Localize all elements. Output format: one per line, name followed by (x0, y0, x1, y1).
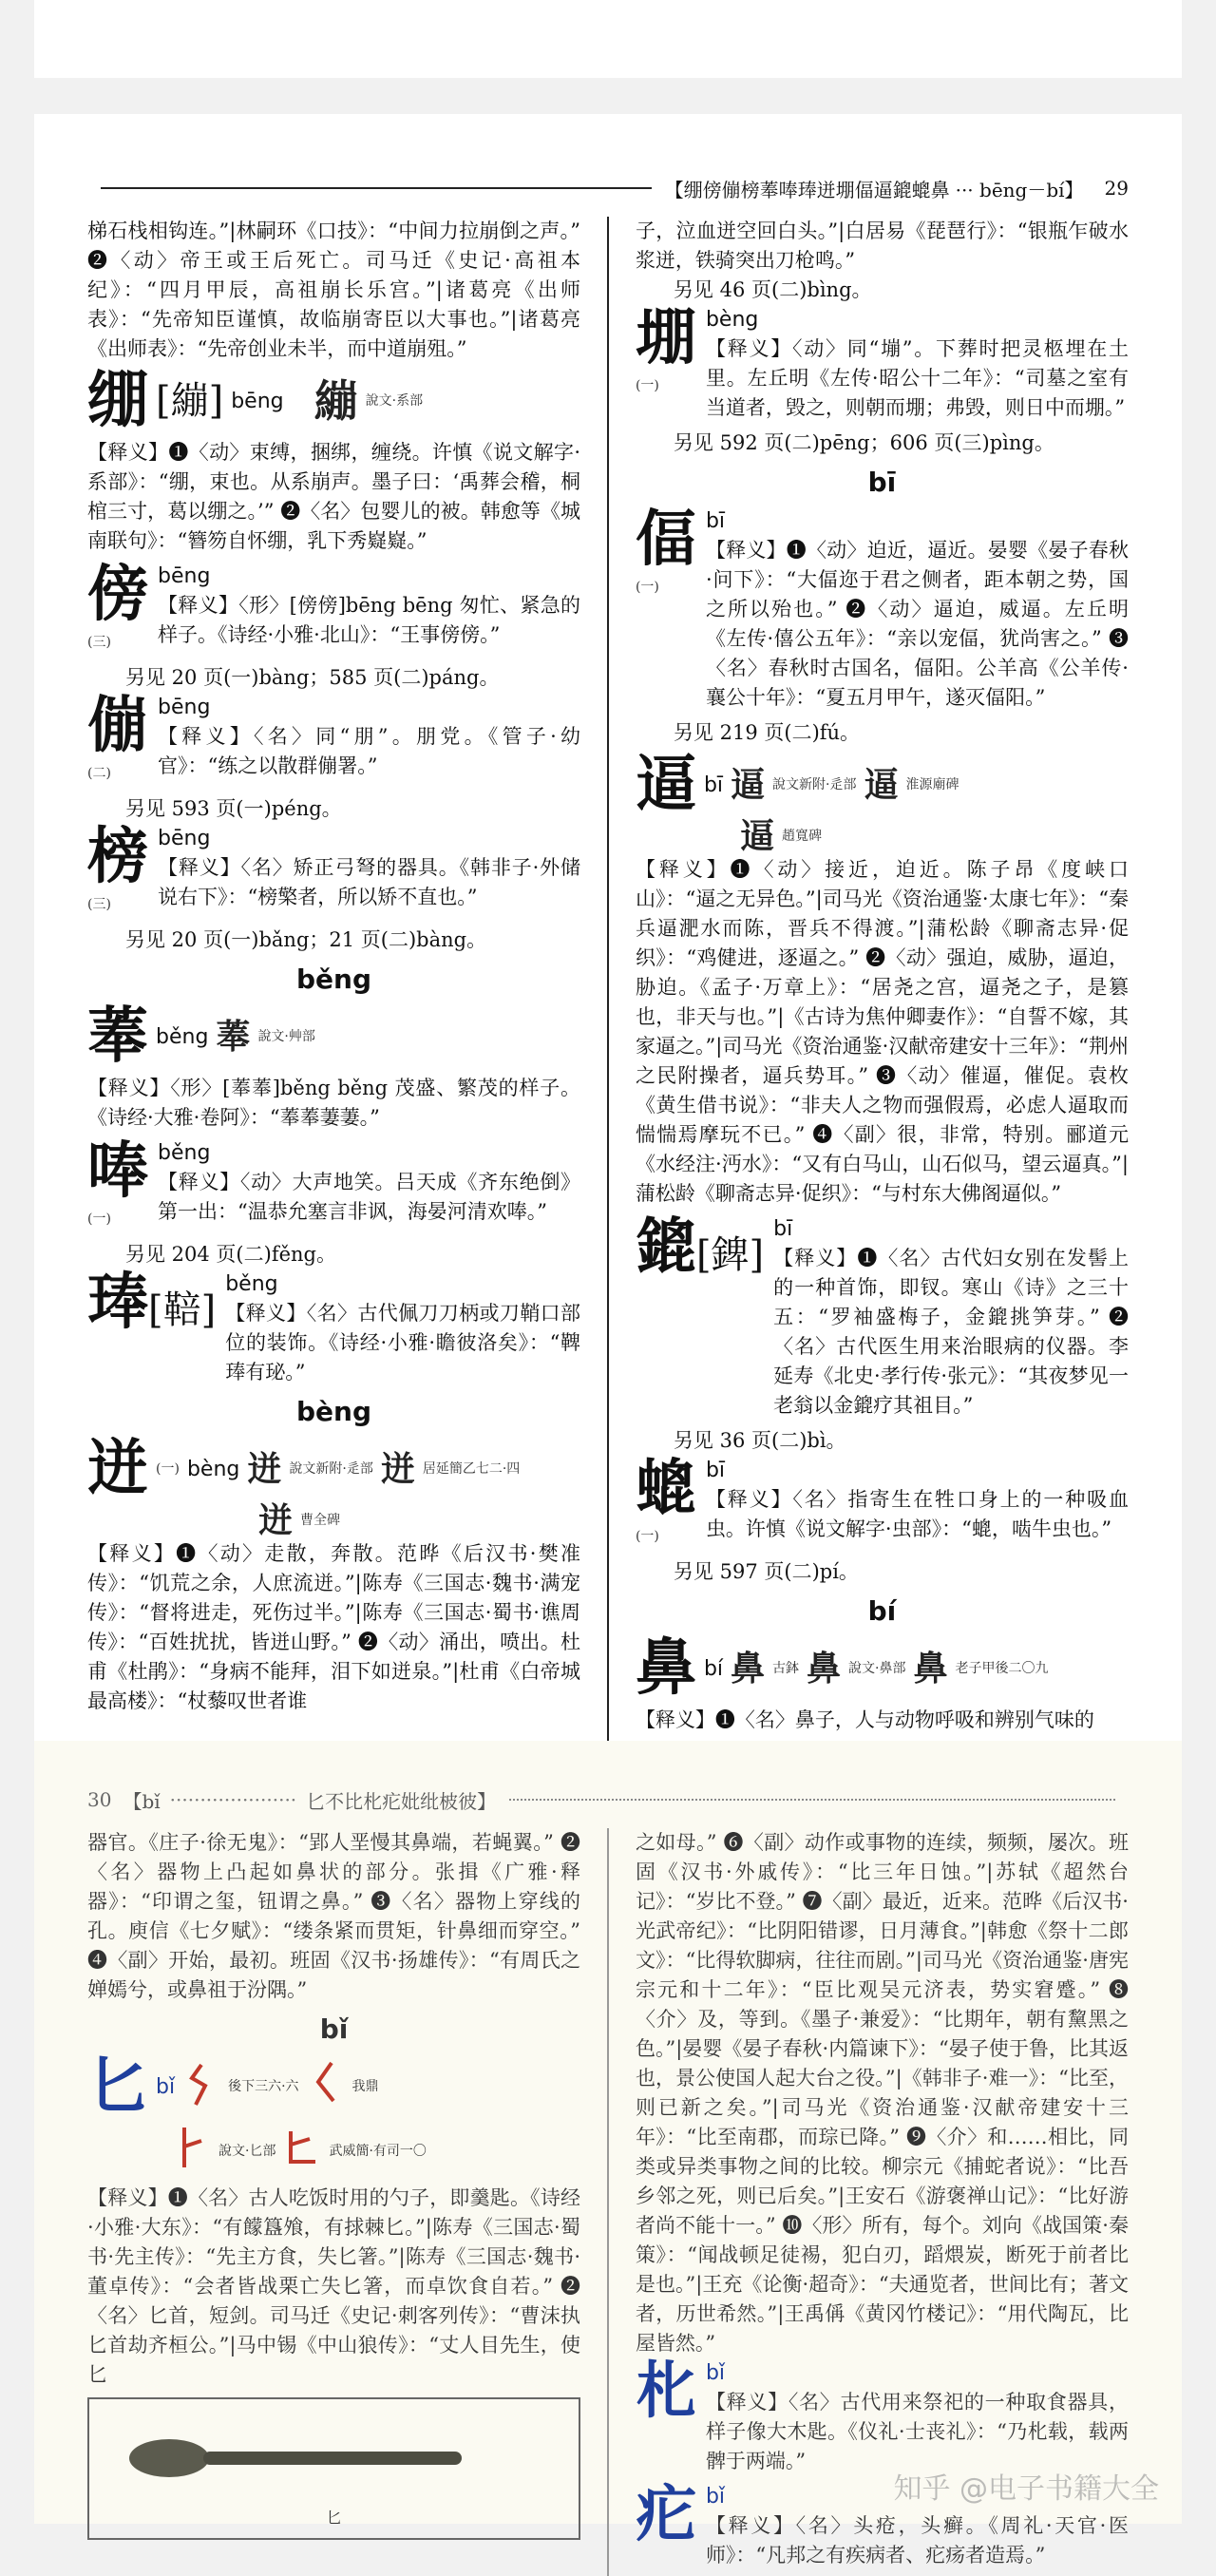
column-divider (607, 217, 609, 1741)
continued-text: 子，泣血迸空回白头。”|白居易《琵琶行》：“银瓶乍破水浆迸，铁骑突出刀枪鸣。” (635, 219, 1129, 272)
reading-number: (一) (87, 1212, 111, 1227)
reading-number: (一) (156, 1460, 180, 1477)
entry-bi3 (636, 1214, 1129, 1421)
reading-number: (三) (87, 897, 111, 912)
entry-bi-head (87, 2053, 580, 2120)
headword: 迸 (87, 1434, 148, 1504)
pinyin: běng (156, 1024, 209, 1049)
bronze-glyph-icon (307, 2059, 345, 2115)
reading-number: (一) (635, 378, 659, 393)
reading-number: (一) (635, 580, 659, 595)
left-column (87, 1828, 580, 2576)
definition: 【释义】〈动〉同“塴”。下葬时把灵柩埋在土里。左丘明《左传·昭公十二年》：“司墓之室有当道者，毁之，则朝而堋；弗毁，则日中而堋。” (705, 337, 1129, 419)
pinyin: bēng (158, 696, 211, 719)
header-range: ··· bēng－bí】 (955, 178, 1084, 201)
header-dots: ····················· (169, 1788, 297, 1811)
definition: 【释义】〈名〉古代佩刀刀柄或刀鞘口部位的装饰。《诗经·小雅·瞻彼洛矣》：“鞞琫有珌。” (225, 1302, 581, 1383)
pinyin: bǐ (705, 2485, 726, 2509)
seal-source: 說文·艸部 (257, 1028, 315, 1044)
header-pinyin: 【bǐ (123, 1789, 161, 1813)
pinyin: bī (705, 509, 726, 533)
seal-script: 鼻 (807, 1648, 842, 1689)
watermark: 知乎 @电子书籍大全 (893, 2472, 1159, 2506)
reading-number: (二) (87, 766, 111, 781)
pinyin: bèng (186, 1457, 240, 1481)
pinyin: běng (158, 1141, 211, 1165)
seal-script: 逼 (739, 816, 774, 856)
entry-beng4 (87, 1269, 580, 1387)
entry-bi2 (636, 752, 1129, 1209)
reading-number: (一) (635, 1529, 659, 1544)
pinyin: bēng (231, 389, 284, 413)
definition: 【释义】❶〈动〉束缚，捆绑，缠绕。许慎《说文解字·系部》：“绷，束也。从系崩声。墨子曰：‘禹葬会稽，桐棺三寸，葛以绷之。’” ❷〈名〉包婴儿的被。韩愈等《城南联句》：“簪笏自怀绷，乳下秀嶷嶷。” (87, 441, 581, 552)
traditional-variant: [鞛] (148, 1288, 217, 1332)
pinyin: bī (705, 1459, 726, 1482)
right-column (636, 217, 1129, 1741)
headword: 疕 (635, 2480, 696, 2550)
headword: 堋 (635, 303, 696, 373)
definition: 【释义】〈名〉古代用来祭祀的一种取食器具，样子像大木匙。《仪礼·士丧礼》：“乃朼载，载两髀于两端。” (705, 2391, 1129, 2472)
seal-script: 鼻 (913, 1648, 948, 1689)
entry-feng (87, 1138, 580, 1234)
seal-source: 古鉢 (772, 1660, 800, 1676)
left-column (87, 217, 580, 1741)
pinyin: bǐ (156, 2074, 176, 2099)
cross-reference: 另见 597 页(二)pí。 (673, 1560, 859, 1583)
reading-number: (三) (87, 635, 111, 650)
definition: 【释义】❶〈名〉古代妇女别在发髻上的一种首饰，即钗。寒山《诗》之三十五：“罗袖盛梅子，金鎞挑笋芽。” ❷〈名〉古代医生用来治眼病的仪器。李延寿《北史·孝行传·张元》：“其夜梦见一老翁以金鎞疗其祖目。” (773, 1247, 1129, 1417)
section-pinyin: bī (867, 467, 897, 498)
header-rule (101, 187, 652, 189)
seal-script: 菶 (216, 1016, 251, 1057)
cross-reference: 另见 20 页(一)bǎng；21 页(二)bàng。 (125, 928, 487, 951)
seal-script: 逼 (864, 764, 899, 805)
dictionary-page-30 (34, 1741, 1182, 2566)
seal-script: 逼 (731, 764, 766, 805)
page-number: 29 (1104, 177, 1129, 200)
oracle-glyph-icon (182, 2061, 220, 2112)
seal-source: 後下三六·六 (228, 2078, 299, 2094)
two-column-body (87, 217, 1129, 1741)
definition: 【释义】〈形〉[菶菶]běng běng 茂盛、繁茂的样子。《诗经·大雅·卷阿》：“菶菶萋萋。” (87, 1077, 581, 1129)
header-chars: 匕不比朼疕妣纰柀彼】 (306, 1789, 497, 1813)
spoon-illustration (87, 2397, 580, 2540)
section-pinyin: běng (296, 964, 372, 995)
entry-bi-seals (87, 2124, 580, 2180)
definition: 【释义】〈形〉[傍傍]bēng bēng 匆忙、紧急的样子。《诗经·小雅·北山》：“王事傍傍。” (158, 594, 581, 646)
entry-beng5 (87, 1436, 580, 1716)
cross-reference: 另见 219 页(二)fú。 (673, 721, 861, 744)
seal-script: 繃 (314, 374, 358, 427)
cross-reference: 另见 204 页(二)fěng。 (125, 1243, 336, 1266)
seal-source: 說文新附·辵部 (772, 776, 857, 792)
column-divider (607, 1828, 609, 2576)
figure-caption: 匕 (326, 2509, 342, 2527)
headword: 菶 (87, 1002, 148, 1072)
entry-peng-right (636, 305, 1129, 423)
definition: 【释义】❶〈名〉古人吃饭时用的勺子，即羹匙。《诗经·小雅·大东》：“有饛簋飧，有捄棘匕。”|陈寿《三国志·蜀书·先主传》：“先主方食，失匕箸。”|陈寿《三国志·魏书·董卓传》：“会者皆战栗亡失匕箸，而卓饮食自若。” ❷〈名〉匕首，短剑。司马迁《史记·刺客列传》：“曹沫执匕首劫齐桓公。”|马中锡《中山狼传》：“丈人目先生，使匕 (87, 2186, 581, 2386)
entry-bi4 (636, 1456, 1129, 1552)
cross-reference: 另见 592 页(二)pēng；606 页(三)pìng。 (673, 431, 1054, 454)
seal-glyph-icon (173, 2124, 211, 2180)
clerical-glyph-icon (283, 2124, 321, 2180)
header-rule (509, 1799, 1115, 1801)
definition: 【释义】〈名〉同“朋”。朋党。《管子·幼官》：“练之以散群傰署。” (158, 725, 581, 777)
right-column (636, 1828, 1129, 2576)
seal-source: 說文·匕部 (218, 2144, 276, 2159)
seal-script: 迸 (258, 1500, 294, 1540)
pinyin: bēng (158, 564, 211, 588)
pinyin: bī (773, 1217, 793, 1241)
definition: 【释义】〈动〉大声地笑。吕天成《齐东绝倒》第一出：“温恭允塞言非讽，海晏河清欢唪。” (158, 1171, 581, 1223)
traditional-variant: [錍] (695, 1233, 765, 1277)
seal-source: 我鼎 (352, 2078, 379, 2094)
headword: 傍 (87, 560, 148, 630)
pinyin: bí (703, 1656, 724, 1681)
seal-script: 迸 (247, 1448, 282, 1489)
definition: 【释义】❶〈动〉接近，迫近。陈子昂《度峡口山》：“逼之无异色。”|司马光《资治通鉴·太康七年》：“秦兵逼淝水而陈，晋兵不得渡。”|蒲松龄《聊斋志异·促织》：“鸡健进，逐逼之。” ❷〈动〉强迫，威胁，逼迫，胁迫。《孟子·万章上》：“居尧之宫，逼尧之子，是篡也，非天与也。”|《古诗为焦仲卿妻作》：“自誓不嫁，其家逼之。”|司马光《资治通鉴·汉献帝建安十三年》：“荆州之民附操者，逼兵势耳。” ❸〈动〉催逼，催促。袁枚《黄生借书说》：“非夫人之物而强假焉，必虑人逼取而惴惴焉摩玩不已。” ❹〈副〉很，非常，特别。郦道元《水经注·沔水》：“又有白马山，山石似马，望云逼真。”|蒲松龄《聊斋志异·促织》：“与村东大佛阁逼似。” (635, 858, 1129, 1205)
page-number: 30 (87, 1788, 112, 1811)
definition: 【释义】〈名〉指寄生在牲口身上的一种吸血虫。许慎《说文解字·虫部》：“螕，啮牛虫也。” (705, 1488, 1129, 1540)
headword: 逼 (635, 750, 696, 820)
continued-text: 梯石栈相钩连。”|林嗣环《口技》：“中间力拉崩倒之声。” ❷〈动〉帝王或王后死亡。司马迁《史记·高祖本纪》：“四月甲辰，高祖崩长乐宫。”|诸葛亮《出师表》：“先帝知臣谨慎，故临崩寄臣以大事也。”|诸葛亮《出师表》：“先帝创业未半，而中道崩殂。” (87, 219, 581, 360)
cross-reference: 另见 36 页(二)bì。 (673, 1429, 846, 1452)
headword: 琫 (87, 1268, 148, 1338)
dictionary-page-29 (34, 114, 1182, 1741)
entry-bi1 (636, 506, 1129, 713)
definition: 【释义】❶〈动〉迫近，逼近。晏婴《晏子春秋·问下》：“大偪迩于君之侧者，距本朝之势，国之所以殆也。” ❷〈动〉逼迫，威逼。左丘明《左传·僖公五年》：“亲以宠偪，犹尚害之。” ❸〈名〉春秋时古国名，偪阳。公羊高《公羊传·襄公十年》：“夏五月甲午，遂灭偪阳。” (705, 539, 1129, 709)
headword: 匕 (87, 2051, 148, 2122)
headword: 偪 (635, 505, 696, 575)
entry-beng3 (87, 1003, 580, 1133)
entry-bi2 (636, 2358, 1129, 2476)
previous-page-bottom (34, 0, 1182, 78)
seal-source: 武威簡·有司一〇 (329, 2144, 427, 2159)
headword: 螕 (635, 1454, 696, 1524)
seal-script: 鼻 (731, 1648, 766, 1689)
headword: 绷 (87, 366, 148, 436)
seal-script: 迸 (380, 1448, 415, 1489)
two-column-body (87, 1828, 1129, 2576)
entry-bang (87, 562, 580, 658)
headword: 鎞 (635, 1212, 696, 1283)
header-chars: 【绷傍傰榜菶唪琫迸堋偪逼鎞螕鼻 (664, 178, 950, 201)
section-pinyin: bí (867, 1595, 897, 1627)
definition: 【释义】〈名〉头疮，头癣。《周礼·天官·医师》：“凡邦之有疾病者、疕疡者造焉。” (705, 2514, 1129, 2566)
definition: 【释义】❶〈名〉鼻子，人与动物呼吸和辨别气味的 (635, 1708, 1094, 1731)
running-head (87, 173, 1129, 203)
cross-reference: 另见 20 页(一)bàng；585 页(二)páng。 (125, 666, 500, 689)
definition: 【释义】〈名〉矫正弓弩的器具。《韩非子·外储说右下》：“榜檠者，所以矫不直也。” (158, 856, 581, 908)
running-head (87, 1784, 1129, 1815)
section-pinyin: bèng (296, 1396, 372, 1427)
seal-source: 說文新附·辵部 (289, 1460, 373, 1477)
definition: 【释义】❶〈动〉走散，奔散。范晔《后汉书·樊准传》：“饥荒之余，人庶流迸。”|陈寿《三国志·魏书·满宠传》：“督将进走，死伤过半。”|陈寿《三国志·蜀书·谯周传》：“百姓扰扰，皆迸山野。” ❷〈动〉涌出，喷出。杜甫《杜鹃》：“身病不能拜，泪下如迸泉。”|杜甫《白帝城最高楼》：“杖藜叹世者谁 (87, 1542, 581, 1712)
cross-reference: 另见 46 页(二)bìng。 (673, 278, 872, 301)
headword: 傰 (87, 691, 148, 761)
entry-peng (87, 693, 580, 789)
continued-text: 之如母。” ❻〈副〉动作或事物的连续，频频，屡次。班固《汉书·外戚传》：“比三年日蚀。”|苏轼《超然台记》：“岁比不登。” ❼〈副〉最近，近来。范晔《后汉书·光武帝纪》：“比阴阳错谬，日月薄食。”|韩愈《祭十二郎文》：“比得软脚病，往往而剧。”|司马光《资治通鉴·唐宪宗元和十二年》：“臣比观吴元济表，势实窘蹙。” ❽〈介〉及，等到。《墨子·兼爱》：“比期年，朝有黧黑之色。”|晏婴《晏子春秋·内篇谏下》：“晏子使于鲁，比其返也，景公使国人起大台之役。”|《韩非子·难一》：“比至，则已新之矣。”|司马光《资治通鉴·汉献帝建安十三年》：“比至南郡，而琮已降。” ❾〈介〉和……相比，同类或异类事物之间的比较。柳宗元《捕蛇者说》：“比吾乡邻之死，则已后矣。”|王安石《游褒禅山记》：“比好游者尚不能十一。” ❿〈形〉所有，每个。刘向《战国策·秦策》：“闻战顿足徒裼，犯白刃，蹈煨炭，断死于前者比是也。”|王充《论衡·超奇》：“夫通览者，世间比有；著文者，历世希然。”|王禹偁《黄冈竹楼记》：“用代陶瓦，比屋皆然。” (635, 1831, 1129, 2355)
seal-source: 趙寬碑 (781, 829, 822, 844)
headword: 朼 (635, 2357, 696, 2427)
entry-bi5 (636, 1635, 1129, 1735)
seal-source: 說文·系部 (365, 392, 424, 409)
cross-reference: 另见 593 页(一)péng。 (125, 797, 342, 820)
pinyin: bèng (705, 308, 759, 332)
traditional-variant: [繃] (156, 378, 224, 423)
seal-source: 說文·鼻部 (848, 1660, 906, 1676)
spoon-icon (127, 2435, 469, 2481)
entry-beng (87, 368, 580, 556)
entry-bang2 (87, 824, 580, 920)
pinyin: bēng (158, 827, 211, 850)
headword: 榜 (87, 822, 148, 892)
pinyin: běng (225, 1272, 278, 1296)
headword: 鼻 (635, 1633, 696, 1704)
continued-text: 器官。《庄子·徐无鬼》：“郢人垩慢其鼻端，若蝇翼。” ❷〈名〉器物上凸起如鼻状的部分。张揖《广雅·释器》：“印谓之玺，钮谓之鼻。” ❸〈名〉器物上穿线的孔。庾信《七夕赋》：“缕条紧而贯矩，针鼻细而穿空。” ❹〈副〉开始，最初。班固《汉书·扬雄传》：“有周氏之婵嫣兮，或鼻祖于汾隅。” (87, 1831, 581, 2001)
section-pinyin: bǐ (319, 2013, 349, 2045)
seal-source: 老子甲後二〇九 (955, 1660, 1049, 1676)
seal-source: 曹全碑 (300, 1513, 341, 1528)
pinyin: bǐ (705, 2361, 726, 2385)
seal-source: 居延簡乙七二·四 (422, 1460, 521, 1477)
seal-source: 淮源廟碑 (905, 776, 960, 792)
pinyin: bī (703, 773, 724, 797)
headword: 唪 (87, 1136, 148, 1207)
